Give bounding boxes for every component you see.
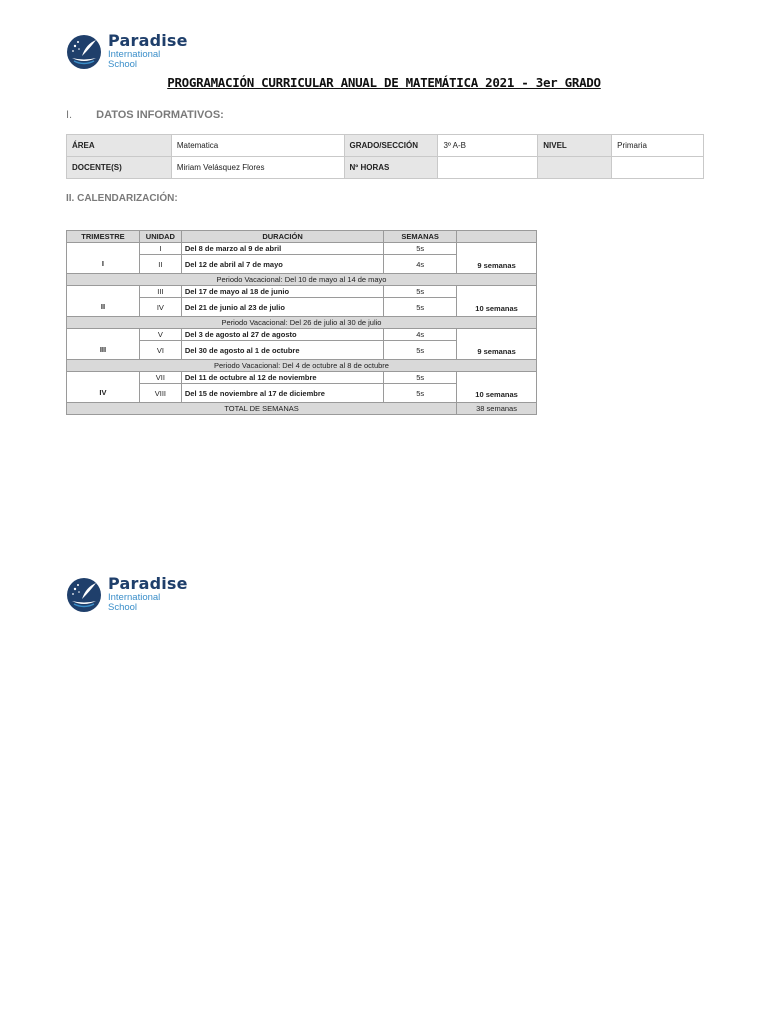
unidad-cell: II xyxy=(139,255,181,274)
docente-label: DOCENTE(S) xyxy=(67,157,172,179)
table-row xyxy=(67,329,537,341)
col-header-total xyxy=(457,231,537,243)
semanas-cell: 5s xyxy=(384,372,457,384)
duracion-cell: Del 17 de mayo al 18 de junio xyxy=(181,286,383,298)
table-row xyxy=(67,286,537,298)
info-table xyxy=(66,134,704,179)
logo-sub2: School xyxy=(108,59,138,70)
unidad-cell: I xyxy=(139,243,181,255)
trimestre-total-cell: 10 semanas xyxy=(457,286,537,317)
vacation-cell: Periodo Vacacional: Del 4 de octubre al 8 de octubre xyxy=(67,360,537,372)
school-logo xyxy=(66,576,188,613)
semanas-cell: 5s xyxy=(384,341,457,360)
semanas-cell: 5s xyxy=(384,298,457,317)
grado-label: GRADO/SECCIÓN xyxy=(344,135,438,157)
trimestre-total-cell: 10 semanas xyxy=(457,372,537,403)
trimestre-cell: IV xyxy=(67,372,140,403)
trimestre-cell: I xyxy=(67,243,140,274)
vacation-row xyxy=(67,274,537,286)
logo-sub2: School xyxy=(108,602,138,613)
duracion-cell: Del 8 de marzo al 9 de abril xyxy=(181,243,383,255)
semanas-cell: 4s xyxy=(384,255,457,274)
unidad-cell: VIII xyxy=(139,384,181,403)
unidad-cell: IV xyxy=(139,298,181,317)
unidad-cell: VI xyxy=(139,341,181,360)
grado-value: 3º A-B xyxy=(438,135,538,157)
semanas-cell: 5s xyxy=(384,384,457,403)
duracion-cell: Del 12 de abril al 7 de mayo xyxy=(181,255,383,274)
total-row xyxy=(67,403,537,415)
unidad-cell: III xyxy=(139,286,181,298)
vacation-row xyxy=(67,360,537,372)
semanas-cell: 4s xyxy=(384,329,457,341)
table-row xyxy=(67,243,537,255)
trimestre-cell: II xyxy=(67,286,140,317)
unidad-cell: VII xyxy=(139,372,181,384)
school-logo xyxy=(66,33,188,70)
total-value: 38 semanas xyxy=(457,403,537,415)
col-header-semanas: SEMANAS xyxy=(384,231,457,243)
logo-name: Paradise xyxy=(108,31,188,50)
col-header-trimestre: TRIMESTRE xyxy=(67,231,140,243)
header-row xyxy=(67,231,537,243)
empty-cell xyxy=(538,157,612,179)
document-title: PROGRAMACIÓN CURRICULAR ANUAL DE MATEMÁTICA 2021 - 3er GRADO xyxy=(167,75,601,90)
section-datos-informativos xyxy=(66,109,224,121)
section-calendarizacion: II. CALENDARIZACIÓN: xyxy=(66,193,178,204)
horas-label: Nº HORAS xyxy=(344,157,438,179)
duracion-cell: Del 3 de agosto al 27 de agosto xyxy=(181,329,383,341)
vacation-cell: Periodo Vacacional: Del 26 de julio al 30 de julio xyxy=(67,317,537,329)
table-row xyxy=(67,372,537,384)
info-row xyxy=(67,157,704,179)
semanas-cell: 5s xyxy=(384,243,457,255)
duracion-cell: Del 21 de junio al 23 de julio xyxy=(181,298,383,317)
logo-sub1: International xyxy=(108,592,161,603)
trimestre-total-cell: 9 semanas xyxy=(457,329,537,360)
trimestre-cell: III xyxy=(67,329,140,360)
info-row xyxy=(67,135,704,157)
nivel-label: NIVEL xyxy=(538,135,612,157)
school-emblem-icon xyxy=(66,577,102,613)
nivel-value: Primaria xyxy=(612,135,704,157)
duracion-cell: Del 11 de octubre al 12 de noviembre xyxy=(181,372,383,384)
col-header-duracion: DURACIÓN xyxy=(181,231,383,243)
vacation-row xyxy=(67,317,537,329)
vacation-cell: Periodo Vacacional: Del 10 de mayo al 14 de mayo xyxy=(67,274,537,286)
logo-sub1: International xyxy=(108,49,161,60)
unidad-cell: V xyxy=(139,329,181,341)
calendar-table xyxy=(66,230,537,415)
logo-name: Paradise xyxy=(108,574,188,593)
horas-value xyxy=(438,157,538,179)
duracion-cell: Del 15 de noviembre al 17 de diciembre xyxy=(181,384,383,403)
section-number: I. xyxy=(66,109,73,121)
docente-value: Miriam Velásquez Flores xyxy=(171,157,344,179)
trimestre-total-cell: 9 semanas xyxy=(457,243,537,274)
semanas-cell: 5s xyxy=(384,286,457,298)
section-label: DATOS INFORMATIVOS: xyxy=(96,109,224,121)
empty-cell xyxy=(612,157,704,179)
area-label: ÁREA xyxy=(67,135,172,157)
area-value: Matematica xyxy=(171,135,344,157)
school-emblem-icon xyxy=(66,34,102,70)
duracion-cell: Del 30 de agosto al 1 de octubre xyxy=(181,341,383,360)
col-header-unidad: UNIDAD xyxy=(139,231,181,243)
total-label: TOTAL DE SEMANAS xyxy=(67,403,457,415)
